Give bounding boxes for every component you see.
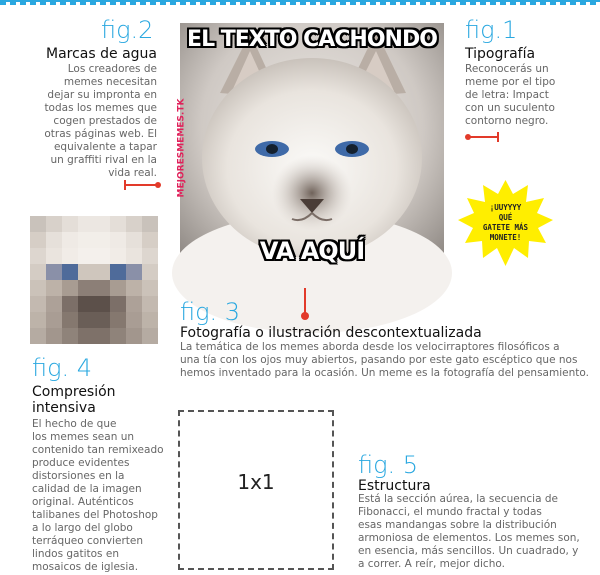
pixel-block (62, 328, 78, 344)
fig4-line: lindos gatitos en (32, 548, 119, 560)
fig2-line: todas los memes que (44, 102, 157, 114)
pixel-block (142, 296, 158, 312)
fig4-line: mosaicos de iglesia. (32, 561, 139, 573)
fig5-title: Estructura (358, 478, 431, 494)
fig2-label: fig.2 (101, 16, 154, 44)
pixel-block (142, 216, 158, 232)
fig2-line: Los creadores de (67, 63, 157, 75)
pixel-block (62, 264, 78, 280)
pixel-block (94, 264, 110, 280)
pixel-block (94, 328, 110, 344)
pixel-block (62, 232, 78, 248)
pixel-block (30, 232, 46, 248)
fig4-title-line: Compresión (32, 384, 116, 400)
pixel-block (46, 296, 62, 312)
fig5-text (358, 493, 596, 571)
pixel-block (30, 312, 46, 328)
pixel-block (94, 248, 110, 264)
pixel-block (110, 264, 126, 280)
pixel-block (126, 216, 142, 232)
fig2-marker-cap (124, 180, 126, 190)
pixel-block (30, 216, 46, 232)
pixel-block (126, 248, 142, 264)
fig2-text (10, 63, 157, 180)
fig3-line: hemos inventado para la ocasión. Un meme es la fotografía del pensamiento. (180, 367, 589, 379)
fig2-marker-dot (155, 182, 161, 188)
fig5-line: en esencia, más sencillos. Un cuadrado, y (358, 545, 579, 557)
fig4-text (32, 418, 167, 574)
pixel-block (78, 216, 94, 232)
meme-watermark: MEJORESMEMES.TK (176, 98, 187, 198)
square-structure-label: 1x1 (237, 470, 275, 494)
fig1-marker (468, 136, 498, 138)
pixel-block (142, 328, 158, 344)
pixel-block (78, 296, 94, 312)
pixel-block (78, 312, 94, 328)
pixel-block (142, 312, 158, 328)
pixel-block (78, 264, 94, 280)
fig4-line: a lo largo del globo (32, 522, 133, 534)
pixel-block (110, 248, 126, 264)
fig3-title: Fotografía o ilustración descontextualizada (180, 325, 482, 341)
pixel-block (62, 248, 78, 264)
meme-image (176, 23, 444, 285)
pixel-block (94, 280, 110, 296)
pixel-block (110, 280, 126, 296)
pixel-block (46, 216, 62, 232)
fig3-text (180, 341, 600, 380)
pixel-block (62, 216, 78, 232)
fig4-title-line: intensiva (32, 400, 96, 416)
fig3-line: La temática de los memes aborda desde los velocirraptores filosóficos a (180, 341, 560, 353)
pixel-block (110, 216, 126, 232)
pixel-block (126, 296, 142, 312)
pixel-block (126, 328, 142, 344)
fig2-line: dejar su impronta en (47, 89, 157, 101)
pixel-block (30, 280, 46, 296)
pixel-block (30, 248, 46, 264)
fig5-line: armoniosa de elementos. Los memes son, (358, 532, 580, 544)
fig2-line: memes necesitan (63, 76, 157, 88)
pixel-block (94, 296, 110, 312)
fig1-line: de letra: Impact (465, 89, 549, 101)
star-badge-text (458, 203, 553, 243)
fig5-line: a correr. A reír, mejor dicho. (358, 558, 505, 570)
badge-line: GATETE MÁS (482, 223, 529, 232)
fig4-line: los memes sean un (32, 431, 135, 443)
pixel-block (30, 296, 46, 312)
fig2-line: vida real. (108, 167, 157, 179)
pixel-block (78, 232, 94, 248)
fig1-line: meme por el tipo (465, 76, 556, 88)
fig4-label: fig. 4 (32, 354, 93, 382)
fig4-line: talibanes del Photoshop (32, 509, 158, 521)
pixel-block (126, 232, 142, 248)
fig4-line: El hecho de que (32, 418, 117, 430)
pixel-block (46, 280, 62, 296)
pixel-block (142, 280, 158, 296)
fig3-line: una tía con los ojos muy abiertos, pasando por este gato escéptico que nos (180, 354, 578, 366)
fig4-line: produce evidentes (32, 457, 130, 469)
fig1-line: contorno negro. (465, 115, 549, 127)
pixel-block (78, 248, 94, 264)
fig3-marker-dot (301, 312, 309, 320)
fig1-label: fig.1 (465, 16, 518, 44)
pixel-block (46, 232, 62, 248)
pixel-block (78, 280, 94, 296)
meme-top-text: EL TEXTO CACHONDO (187, 27, 437, 52)
fig4-line: contenido tan remixeado (32, 444, 164, 456)
badge-line: ¡UUYYYY (489, 203, 522, 212)
pixel-block (30, 264, 46, 280)
pixel-block (142, 232, 158, 248)
badge-line: QUÉ (498, 213, 513, 222)
fig4-line: original. Auténticos (32, 496, 134, 508)
fig1-line: Reconocerás un (465, 63, 549, 75)
fig1-line: con un suculento (465, 102, 555, 114)
pixel-block (110, 296, 126, 312)
pixel-grid (30, 216, 158, 344)
pixel-block (30, 328, 46, 344)
pixel-block (46, 328, 62, 344)
pixel-block (110, 312, 126, 328)
fig1-title: Tipografía (465, 46, 536, 62)
fig1-text (465, 63, 597, 128)
pixel-block (62, 296, 78, 312)
fig4-line: calidad de la imagen (32, 483, 142, 495)
meme-bottom-text: VA AQUÍ (259, 237, 365, 265)
pixel-block (126, 280, 142, 296)
pixel-block (126, 312, 142, 328)
fig4-line: distorsiones en la (32, 470, 125, 482)
pixel-block (46, 312, 62, 328)
fig2-line: otras páginas web. El (44, 128, 157, 140)
pixel-block (110, 328, 126, 344)
fig5-line: esas mandangas sobre la distribución (358, 519, 557, 531)
fig2-marker (124, 184, 158, 186)
pixel-block (94, 232, 110, 248)
fig2-title: Marcas de agua (46, 46, 157, 62)
fig5-label: fig. 5 (358, 451, 419, 479)
fig4-line: terráqueo convierten (32, 535, 143, 547)
pixel-block (62, 280, 78, 296)
fig2-line: un graffiti rival en la (50, 154, 157, 166)
pixelated-cat-icon (30, 216, 158, 344)
pixel-block (78, 328, 94, 344)
fig3-label: fig. 3 (180, 298, 241, 326)
pixel-block (94, 312, 110, 328)
fig5-line: Fibonacci, el mundo fractal y todas (358, 506, 542, 518)
pixel-block (94, 216, 110, 232)
fig1-marker-cap (497, 132, 499, 142)
fig3-marker (304, 288, 306, 314)
pixel-block (142, 264, 158, 280)
fig5-line: Está la sección aúrea, la secuencia de (358, 493, 558, 505)
top-dashed-rule (0, 0, 600, 6)
pixel-block (46, 248, 62, 264)
pixel-block (62, 312, 78, 328)
pixel-block (46, 264, 62, 280)
badge-line: MONETE! (489, 233, 522, 242)
fig2-line: cogen prestados de (53, 115, 157, 127)
fig2-line: equivalente a tapar (53, 141, 157, 153)
fig4-title (32, 384, 162, 416)
pixel-block (142, 248, 158, 264)
pixel-block (110, 232, 126, 248)
pixel-block (126, 264, 142, 280)
